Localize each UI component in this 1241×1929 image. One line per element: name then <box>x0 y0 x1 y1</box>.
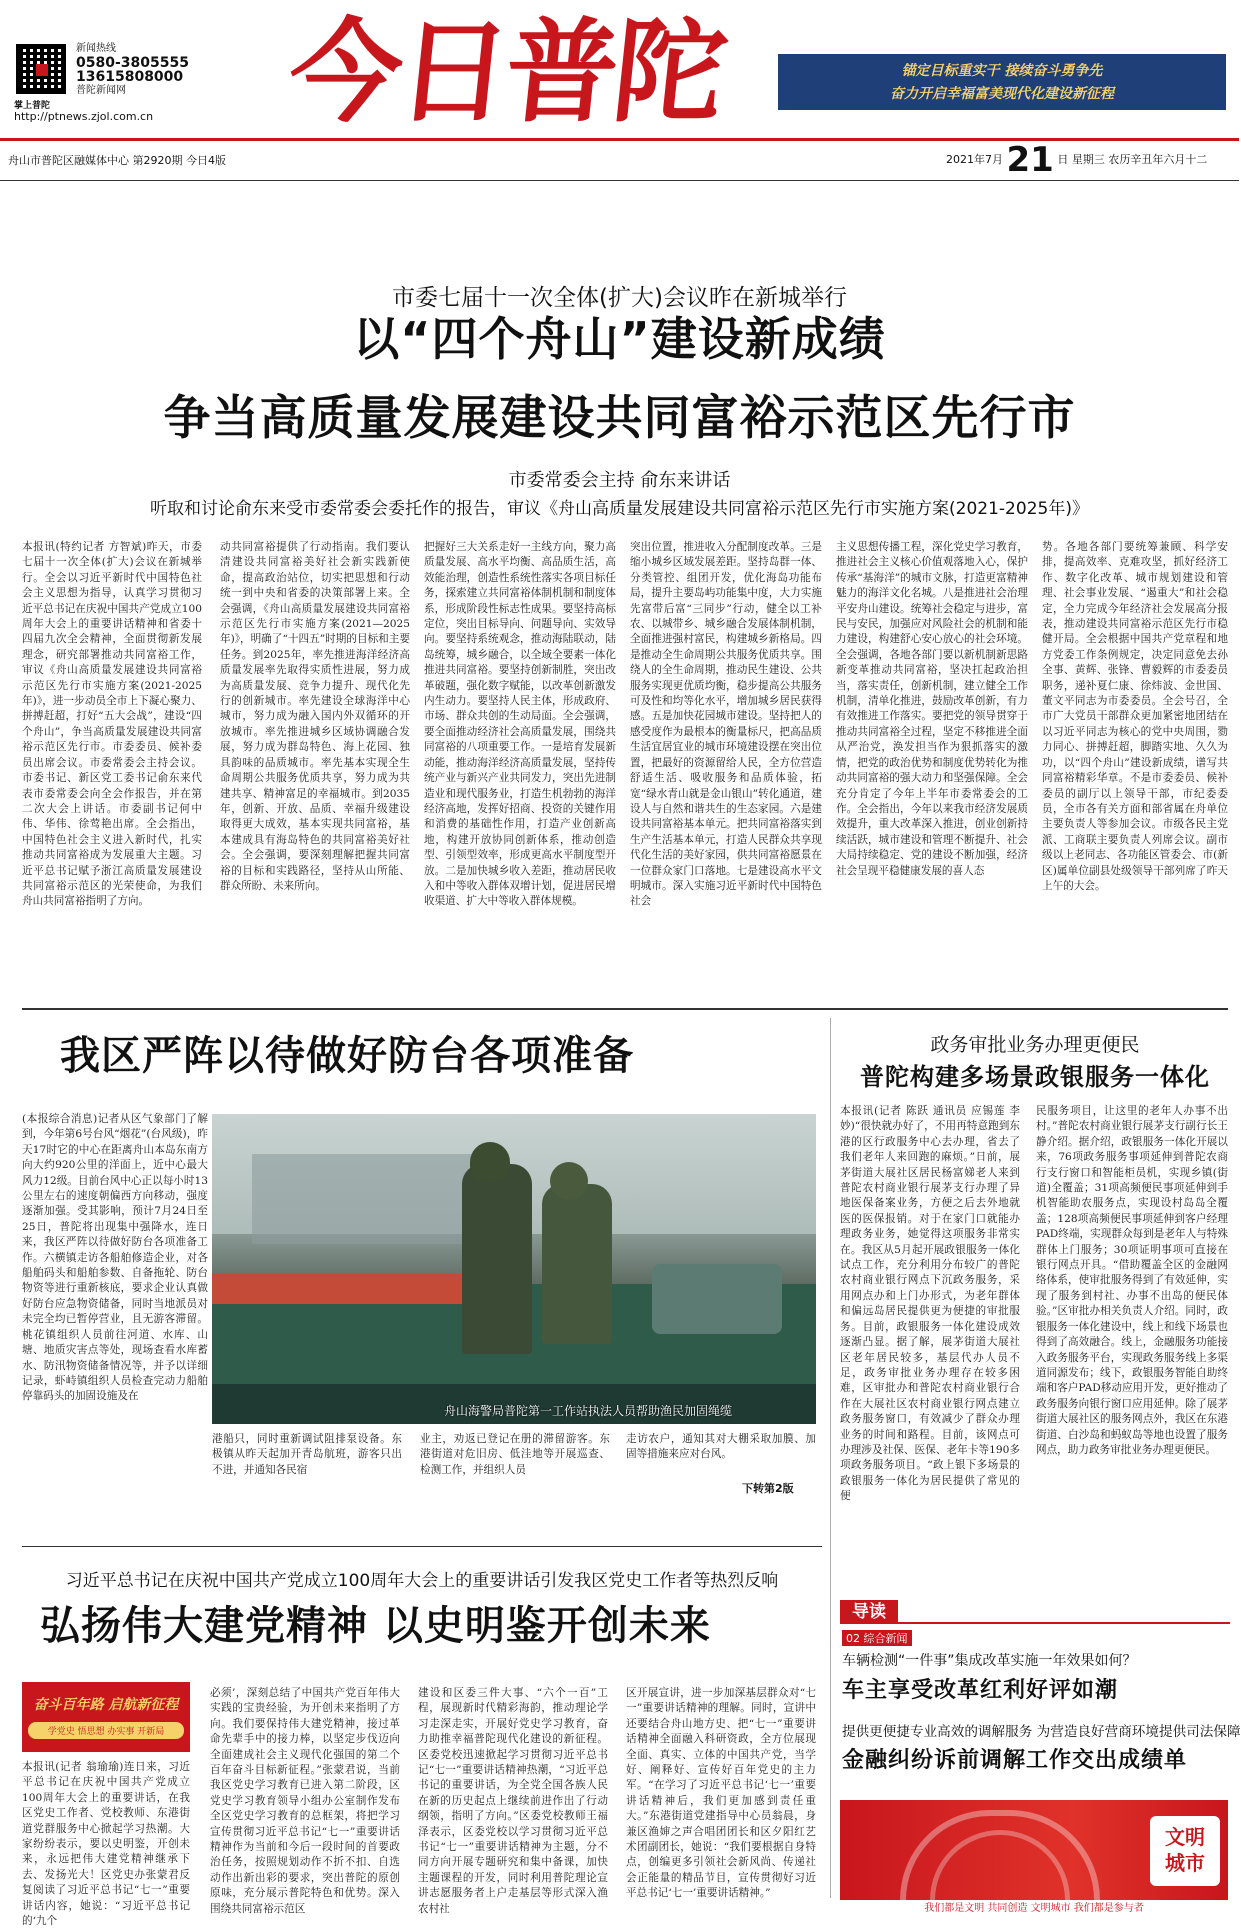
qr-caption: 掌上普陀 <box>14 101 51 111</box>
ad-badge <box>1150 1816 1220 1886</box>
masthead-rule-bottom <box>0 180 1239 181</box>
lead-column-3: 把握好三大关系走好一主线方向，聚力高质量发展、高水平均衡、高品质生活，高效能治理，创造性系统性落实各项目标任务，探索建立共同富裕体制机制和制度体系，形成阶段性标志性成果。要坚持高标定位，突出目标导向、问题导向、实效导向。要坚持系统观念，推动海陆联动，陆岛统筹，城乡融合，以全域全要素一体化推进共同富裕。要坚持创新制胜，突出改革破题，强化数字赋能，以改革创新激发内生动力。要坚持人民主体，形成政府、市场、群众共创的生动局面。全会强调，要全面推动经济社会高质量发展，围绕共同富裕的八项重要工作。一是培育发展新动能，推动海洋经济高质量发展，坚持传统产业与新兴产业共同发力，突出先进制造业和现代服务业，打造生机勃勃的海洋经济高地，发挥好招商、投资的关键作用和消费的基础性作用，打造产业创新高地，构建开放协同创新体系，推动创造型、引领型效率，形成更高水平制度型开放。二是加快城乡收入差距，推动居民收入和中等收入群体双增计划，促进居民增收渠道、扩大中等收入群体规模。 <box>424 541 616 908</box>
govbank-kicker: 政务审批业务办理更便民 <box>930 1034 1140 1056</box>
party-column-2: 必须’，深刻总结了中国共产党百年伟大实践的宝贵经验，为开创未来指明了方向。我们要保持伟大建党精神，接过革命先辈手中的接力棒，以坚定步伐迈向全面建成社会主义现代化强国的第二个百年奋斗目标新征程。”张蒙君说，当前我区党史学习教育已进入第二阶段，区党史学习教育领导小组办公室制作发布全区党史学习教育的总框架，将把学习宣传贯彻习近平总书记“七一”重要讲话精神作为当前和今后一段时间的首要政治任务，按照规划动作不折不扣、自选动作出新出彩的要求，突出普陀的原创原味，充分展示普陀特色和优势。深入围绕共同富裕示范区 <box>210 1687 400 1915</box>
qr-code[interactable] <box>16 44 66 94</box>
lead-headline-2: 争当高质量发展建设共同富裕示范区先行市 <box>163 391 1076 446</box>
party-column-4: 区开展宣讲，进一步加深基层群众对“七一”重要讲话精神的理解。同时，宣讲中还要结合舟山地方史、把“七一”重要讲话精神全面融入科研资政，全方位展现全面、真实、立体的中国共产党，当学好、阐释好、宣传好百年党史的主力军。“在学习了习近平总书记‘七一’重要讲话精神后，我们更加感到责任重大。”东港街道党建指导中心员翁晨，身兼区渔婶之声合唱团团长和区夕阳红艺术团副团长，她说：“我们要根据自身特点，创编更多引领社会新风尚、传递社会正能量的精品节目，宣传贯彻好习近平总书记‘七一’重要讲话精神。” <box>626 1687 816 1900</box>
slogan-box <box>778 54 1226 110</box>
lead-column-2: 动共同富裕提供了行动指南。我们要认清建设共同富裕美好社会新实践新使命，提高政治站位，切实把思想和行动统一到中央和省委的决策部署上来。全会强调，《舟山高质量发展建设共同富裕示范区先行市实施方案(2021—2025年)》，明确了“十四五”时期的目标和主要任务。到2025年，率先推进海洋经济高质量发展率先取得实质性进展，努力成为高质量发展、竞争力提升、现代化先行的创新城市。率先建设全球海洋中心城市，努力成为融入国内外双循环的开放城市。率先推进城乡区域协调融合发展，努力成为群岛特色、海上花园、独具韵味的品质城市。率先基本实现全生命周期公共服务优质共享，努力成为共建共享、精神富足的幸福城市。到2035年，创新、开放、品质、幸福升级建设取得更大成效，基本实现共同富裕，基本建成具有海岛特色的共同富裕美好社会。全会强调，要深刻理解把握共同富裕的目标和实践路径，坚持从山所能、群众所盼、未来所向。 <box>220 541 410 892</box>
newspaper-title: 今日普陀 <box>283 7 729 138</box>
website-link[interactable]: http://ptnews.zjol.com.cn <box>14 110 154 123</box>
typhoon-headline: 我区严阵以待做好防台各项准备 <box>60 1033 634 1079</box>
slogan-line-2: 奋力开启幸福富美现代化建设新征程 <box>890 86 1114 102</box>
daodu-item-2-headline[interactable]: 金融纠纷诉前调解工作交出成绩单 <box>842 1748 1188 1773</box>
date-day: 21 <box>1006 140 1054 180</box>
phone-2: 13615808000 <box>76 69 184 85</box>
daodu-label: 导读 <box>840 1600 898 1624</box>
ad-label-2: 城市 <box>1165 1851 1205 1875</box>
daodu-item-1-headline[interactable]: 车主享受改革红利好评如潮 <box>842 1678 1119 1703</box>
section-rule-2 <box>22 1546 822 1547</box>
contact-label: 新闻热线 <box>76 43 116 54</box>
typhoon-column-left: (本报综合消息)记者从区气象部门了解到，今年第6号台风“烟花”(台风级)，昨天17时它的中心在距离舟山本岛东南方向大约920公里的洋面上，近中心最大风力12级。目前台风中心正以每小时13公里左右的速度朝偏西方向移动，强度逐渐加强。受其影响，预计7月24日至25日，普陀将出现集中强降水，连日来，我区严阵以待做好防台各项准备工作。六横镇走访各船舶修造企业，对各船舶码头和船舶参数、自备拖轮、防台物资等进行重新核底，要求企业认真做好防台应急物资储备，同时当地派员对未完全均已暂停营业，且无游客滞留。桃花镇组织人员前往河道、水库、山塘、地质灾害点等处，现场查看水库蓄水、防汛物资储备情况等，并予以详细记录，虾峙镇组织人员检查完动力船舶停靠码头的加固设施及在 <box>22 1113 208 1403</box>
daodu-item-2-subtitle[interactable]: 提供更便捷专业高效的调解服务 为营造良好营商环境提供司法保障 <box>842 1724 1241 1740</box>
daodu-section[interactable]: 02 综合新闻 <box>842 1630 912 1646</box>
lead-column-6: 势。各地各部门要统筹兼顾、科学安排，提高效率、克难攻坚，抓好经济工作、数字化改革、城市规划建设和管理、社会事业发展、“遏重大”和社会稳定，全力完成今年经济社会发展高分报表，推动建设共同富裕示范区先行市稳健开局。全会根据中国共产党章程和地方党委工作条例规定，决定同意免去孙全事、黄辉、张锋、曹毅辉的市委委员职务，递补夏仁康、徐炜波、金世国、董文平同志为市委委员。全会号召，全市广大党员干部群众更加紧密地团结在以习近平同志为核心的党中央周围，勠力同心、拼搏赶超，脚踏实地、久久为功，以“四个舟山”建设新成绩，谱写共同富裕精彩华章。不是市委委员、候补委员的副厅以上领导干部，市纪委委员，全市各有关方面和部省属在舟单位主要负责人等参加会议。市级各民主党派、工商联主要负责人列席会议。副市级以上老同志、各功能区管委会、市(新区)属单位副县处级领导干部列席了昨天上午的大会。 <box>1042 541 1228 892</box>
party-headline: 弘扬伟大建党精神 以史明鉴开创未来 <box>40 1603 711 1649</box>
lead-column-5: 主义思想传播工程，深化党史学习教育，推进社会主义核心价值观落地入心，保护传承“基海洋”的城市文脉，打造更富精神魅力的海洋文化名城。八是推进社会治理平安舟山建设。统筹社会稳定与进步，富民与安民，加强应对风险社会的机制和能力建设，构建舒心安心放心的社会环境。全会强调，各地各部门要以新机制新思路新变革推动共同富裕，坚决扛起政治担当，落实责任，创新机制，建立健全工作机制，清单化推进，鼓励改革创新，有力有效推进工作落实。要把党的领导贯穿于推动共同富裕全过程，坚定不移推进全面从严治党，涣发担当作为狠抓落实的激情，把党的政治优势和制度优势转化为推动共同富裕的强大动力和坚强保障。全会充分肯定了今年上半年市委常委会的工作。全会指出，今年以来我市经济发展质效提升，重大改革深入推进，创业创新持续活跃，城市建设和管理不断提升、社会大局持续稳定、党的建设不断加强，经济社会呈现平稳健康发展的喜人态 <box>836 541 1028 877</box>
civilization-ad[interactable] <box>840 1800 1228 1918</box>
issue-date <box>946 140 1207 180</box>
lead-subhead-1: 市委常委会主持 俞东来讲话 <box>508 470 731 491</box>
publisher-line: 舟山市普陀区融媒体中心 第2920期 今日4版 <box>8 154 226 167</box>
govbank-headline: 普陀构建多场景政银服务一体化 <box>860 1063 1210 1091</box>
ad-label-1: 文明 <box>1165 1825 1205 1849</box>
party-column-3: 建设和区委三件大事、“六个一百”工程，展现新时代精彩海韵，推动理论学习走深走实，开展好党史学习教育，奋力助推幸福普陀现代化建设的新征程。区委党校迅速掀起学习贯彻习近平总书记“七一”重要讲话精神热潮，“习近平总书记的重要讲话，为全党全国各族人民在新的历史起点上继续前进作出了行动纲领，指明了方向。”区委党校教师王福泽表示，区委党校以学习贯彻习近平总书记“七一”重要讲话精神为主题，分不同方向开展专题研究和集中备课，加快主题课程的开发，同时利用普陀理论宣讲志愿服务者上户走基层等形式深入渔农村社 <box>418 1687 608 1915</box>
contact-block <box>76 42 189 98</box>
lead-column-4: 突出位置，推进收入分配制度改革。三是缩小城乡区域发展差距。坚持岛群一体、分类管控、组团开发，优化海岛功能布局，提升主要岛屿功能集中度，大力实施先富带后富“三同步”行动，健全以工补农、以城带乡、城乡融合发展体制机制，全面推进强村富民，构建城乡新格局。四是推动全生命周期公共服务优质共享。围绕人的全生命周期，推动民生建设、公共服务实现更优质均衡，稳步提高公共服务可及性和均等化水平，增加城乡居民获得感。五是加快花园城市建设。坚持把人的感受度作为最根本的衡量标尺，把高品质生活宜居宜业的城市环境建设摆在突出位置，把最好的资源留给人民，全方位营造舒适生活、吸收服务和品质体验，拓宽“绿水青山就是金山银山”转化通道，建设人与自然和谐共生的生态家园。六是建设共同富裕基本单元。把共同富裕落实到生产生活基本单元，打造人民群众共享现代化生活的美好家园，供共同富裕愿景在一位群众家门口落地。七是建设高水平文明城市。深入实施习近平新时代中国特色社会 <box>630 541 822 908</box>
typhoon-column-bottom-2: 业主，劝返已登记在册的滞留游客。东港街道对危旧房、低洼地等开展巡查、检测工作，并组织人员 <box>420 1433 610 1476</box>
badge-line-2: 学党史 悟思想 办实事 开新局 <box>28 1722 184 1739</box>
lead-kicker: 市委七届十一次全体(扩大)会议昨在新城举行 <box>392 285 847 311</box>
party-kicker: 习近平总书记在庆祝中国共产党成立100周年大会上的重要讲话引发我区党史工作者等热烈反响 <box>65 1571 779 1591</box>
section-rule-1 <box>22 1008 1228 1010</box>
phone-1: 0580-3805555 <box>76 55 189 71</box>
ad-strip: 我们都是文明 共同创造 文明城市 我们都是参与者 <box>840 1900 1228 1918</box>
typhoon-column-bottom-3: 走访农户，通知其对大棚采取加膜、加固等措施来应对台风。 <box>626 1433 816 1461</box>
typhoon-continued[interactable]: 下转第2版 <box>742 1482 794 1495</box>
lead-column-1: 本报讯(特约记者 方智斌)昨天，市委七届十一次全体(扩大)会议在新城举行。全会以习近平新时代中国特色社会主义思想为指导，认真学习贯彻习近平总书记在庆祝中国共产党成立100周年大会上的重要讲话精神和省委十四届九次全会精神，全面贯彻新发展理念，研究部署推动共同富裕工作，审议《舟山高质量发展建设共同富裕示范区先行市实施方案(2021-2025年)》，进一步动员全市上下凝心聚力、拼搏赶超，打好“五大会战”，建设“四个舟山”，争当高质量发展建设共同富裕示范区先行市。市委委员、候补委员出席会议。市委常委会主持会议。市委书记、新区党工委书记俞东来代表市委常委会向全会作报告，并在第二次大会上讲话。市委副书记何中伟、华伟、徐莺艳出席。全会指出，中国特色社会主义进入新时代，扎实推动共同富裕成为发展重大主题。习近平总书记赋予浙江高质量发展建设共同富裕示范区的光荣使命，为我们舟山共同富裕指明了方向。 <box>22 541 202 908</box>
column-divider <box>830 1018 831 1898</box>
date-prefix: 2021年7月 <box>946 153 1003 166</box>
daodu-item-1-subtitle[interactable]: 车辆检测“一件事”集成改革实施一年效果如何？ <box>842 1653 1137 1669</box>
typhoon-photo[interactable] <box>212 1114 816 1424</box>
typhoon-column-bottom-1: 港船只，同时重新调试阻排泵设备。东极镇从昨天起加开青岛航班，游客只出不进，并通知各民宿 <box>212 1433 402 1476</box>
govbank-column-left: 本报讯(记者 陈跃 通讯员 应锡莲 李妙)“很快就办好了，不用再特意跑到东港的区行政服务中心去办理，省去了我们老年人来回跑的麻烦。”日前，展茅街道大展社区居民杨富娣老人来到普陀农村商业银行展茅支行办理了异地医保备案业务，方便之后去外地就医的医保报销。对于在家门口就能办理政务业务，她觉得这项服务非常实在。我区从5月起开展政银服务一体化试点工作，充分利用分布较广的普陀农村商业银行网点下沉政务服务，采用网点办和上门办形式，为老年群体和偏远岛居民提供更为便捷的审批服务。目前，政银服务一体化建设成效逐渐凸显。据了解，展茅街道大展社区老年居民较多，基层代办人员不足，政务审批业务办理存在较多困难，区审批办和普陀农村商业银行合作在大展社区农村商业银行网点建立政务服务窗口，有效减少了群众办理业务的时间和路程。目前，该网点可办理涉及社保、医保、老年卡等190多项政务服务项目。“政上银下多场景的政银服务一体化为居民提供了常见的便 <box>840 1105 1020 1503</box>
badge-line-1: 奋斗百年路 启航新征程 <box>33 1697 179 1713</box>
party-badge <box>22 1682 190 1752</box>
party-column-1: 本报讯(记者 翁瑜瑜)连日来，习近平总书记在庆祝中国共产党成立100周年大会上的重要讲话，在我区党史工作者、党校教师、东港街道党群服务中心掀起学习热潮。大家纷纷表示，要以史明鉴，开创未来，永远把伟大建党精神继承下去、发扬光大！区党史办张蒙君反复阅读了习近平总书记“七一”重要讲话内容，她说：“习近平总书记的‘九个 <box>22 1761 190 1928</box>
typhoon-photo-caption: 舟山海警局普陀第一工作站执法人员帮助渔民加固绳缆 <box>444 1404 733 1418</box>
date-suffix: 日 星期三 农历辛丑年六月十二 <box>1057 153 1208 166</box>
news-site-label: 普陀新闻网 <box>76 85 126 96</box>
govbank-column-right: 民服务项目，让这里的老年人办事不出村。”普陀农村商业银行展茅支行副行长王静介绍。据介绍，政银服务一体化开展以来，76项政务服务事项延伸到普陀农商行支行窗口和智能柜员机，实现乡镇(街道)全覆盖；31项高频便民事项延伸到手机智能助农服务点，实现设村岛岛全覆盖；128项高频便民事项延伸到客户经理PAD终端，实现群众每到是老年人与特殊群体上门服务；30项证明事项可直接在银行网点开具。“借助覆盖全区的金融网络体系，使审批服务得到了有效延伸，实现了服务到村社、办事不出岛的便民体验。”区审批办相关负责人介绍。同时，政银服务一体化建设中，线上和线下场景也得到了高效融合。线上，金融服务功能接入政务服务平台，实现政务服务线上多渠道同源发布；线下，政银服务智能自助终端和客户PAD移动应用开发，更好推动了政务服务向银行窗口应用延伸。除了展茅街道大展社区的服务网点外，我区在东港街道、白沙岛和蚂蚁岛等地也设置了服务网点，助力政务审批业务办理更便民。 <box>1036 1105 1228 1456</box>
daodu-header <box>840 1600 1230 1624</box>
lead-headline-1: 以“四个舟山”建设新成绩 <box>353 312 886 366</box>
slogan-line-1: 锚定目标重实干 接续奋斗勇争先 <box>901 63 1103 79</box>
lead-subhead-2: 听取和讨论俞东来受市委常委会委托作的报告，审议《舟山高质量发展建设共同富裕示范区先行市实施方案(2021-2025年)》 <box>150 499 1089 519</box>
